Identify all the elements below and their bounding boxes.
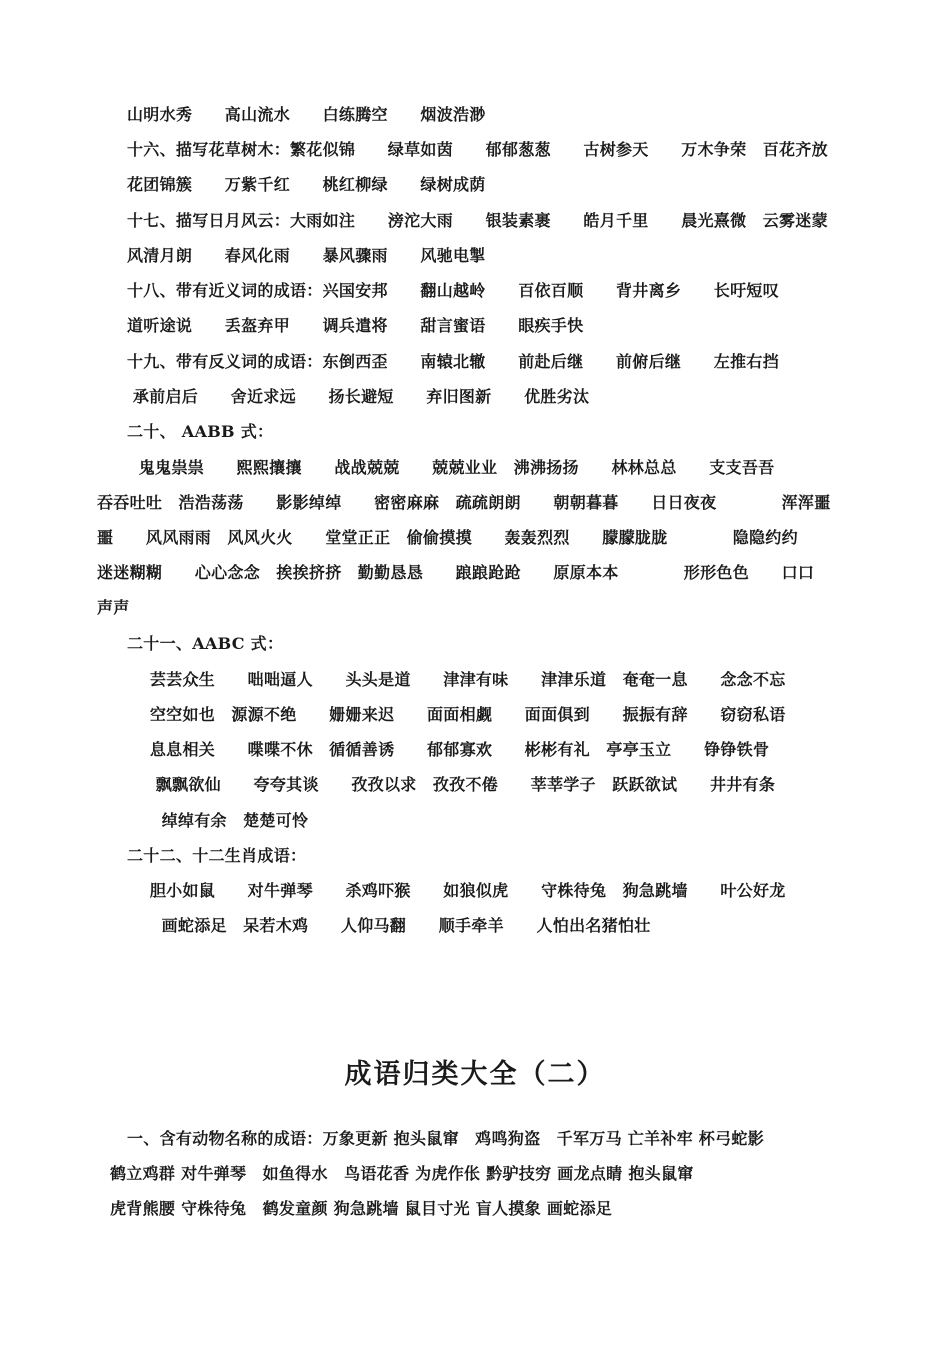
text-line: 风清月朗 春风化雨 暴风骤雨 风驰电掣 xyxy=(127,246,486,265)
text-line: 空空如也 源源不绝 姗姗来迟 面面相觑 面面俱到 振振有辞 窃窃私语 xyxy=(144,705,786,724)
text-line: 飘飘欲仙 夸夸其谈 孜孜以求 孜孜不倦 莘莘学子 跃跃欲试 井井有条 xyxy=(144,775,776,794)
text-line: 山明水秀 高山流水 白练腾空 烟波浩渺 xyxy=(127,105,486,124)
text-line: 画蛇添足 呆若木鸡 人仰马翻 顺手牵羊 人怕出名猪怕壮 xyxy=(144,916,651,935)
text-line: 鬼鬼祟祟 熙熙攘攘 战战兢兢 兢兢业业 沸沸扬扬 林林总总 支支吾吾 xyxy=(127,458,775,477)
text-line: 声声 xyxy=(97,598,130,617)
text-line: 绰绰有余 楚楚可怜 xyxy=(144,811,309,830)
text-line: 胆小如鼠 对牛弹琴 杀鸡吓猴 如狼似虎 守株待兔 狗急跳墙 叶公好龙 xyxy=(144,881,786,900)
text-line: 芸芸众生 咄咄逼人 头头是道 津津有味 津津乐道 奄奄一息 念念不忘 xyxy=(144,670,786,689)
heading-16-line: 十六、描写花草树木：繁花似锦 绿草如茵 郁郁葱葱 古树参天 万木争荣 百花齐放 xyxy=(127,140,828,159)
heading-20: 二十、 AABB 式： xyxy=(127,422,274,441)
text-line: 吞吞吐吐 浩浩荡荡 影影绰绰 密密麻麻 疏疏朗朗 朝朝暮暮 日日夜夜 浑浑噩 xyxy=(97,493,831,512)
text-line: 鹤立鸡群 对牛弹琴 如鱼得水 鸟语花香 为虎作伥 黔驴技穷 画龙点睛 抱头鼠窜 xyxy=(110,1164,694,1183)
heading-18-line: 十八、带有近义词的成语：兴国安邦 翻山越岭 百依百顺 背井离乡 长吁短叹 xyxy=(127,281,780,300)
heading-21: 二十一、AABC 式： xyxy=(127,634,284,653)
heading-22: 二十二、十二生肖成语： xyxy=(127,846,307,865)
text-line: 噩 风风雨雨 风风火火 堂堂正正 偷偷摸摸 轰轰烈烈 朦朦胧胧 隐隐约约 xyxy=(97,528,798,547)
heading-19-line: 十九、带有反义词的成语：东倒西歪 南辕北辙 前赴后继 前俯后继 左推右挡 xyxy=(127,352,780,371)
text-line: 花团锦簇 万紫千红 桃红柳绿 绿树成荫 xyxy=(127,175,486,194)
text-line: 道听途说 丢盔弃甲 调兵遣将 甜言蜜语 眼疾手快 xyxy=(127,316,584,335)
heading-17-line: 十七、描写日月风云：大雨如注 滂沱大雨 银装素裹 皓月千里 晨光熹微 云雾迷蒙 xyxy=(127,211,828,230)
heading-1-line: 一、含有动物名称的成语：万象更新 抱头鼠窜 鸡鸣狗盗 千军万马 亡羊补牢 杯弓蛇影 xyxy=(127,1129,765,1148)
text-line: 息息相关 喋喋不休 循循善诱 郁郁寡欢 彬彬有礼 亭亭玉立 铮铮铁骨 xyxy=(144,740,770,759)
page-title: 成语归类大全（二） xyxy=(344,1059,606,1090)
text-line: 迷迷糊糊 心心念念 挨挨挤挤 勤勤恳恳 踉踉跄跄 原原本本 形形色色 口口 xyxy=(97,563,815,582)
text-line: 承前启后 舍近求远 扬长避短 弃旧图新 优胜劣汰 xyxy=(127,387,590,406)
text-line: 虎背熊腰 守株待兔 鹤发童颜 狗急跳墙 鼠目寸光 盲人摸象 画蛇添足 xyxy=(110,1199,613,1218)
